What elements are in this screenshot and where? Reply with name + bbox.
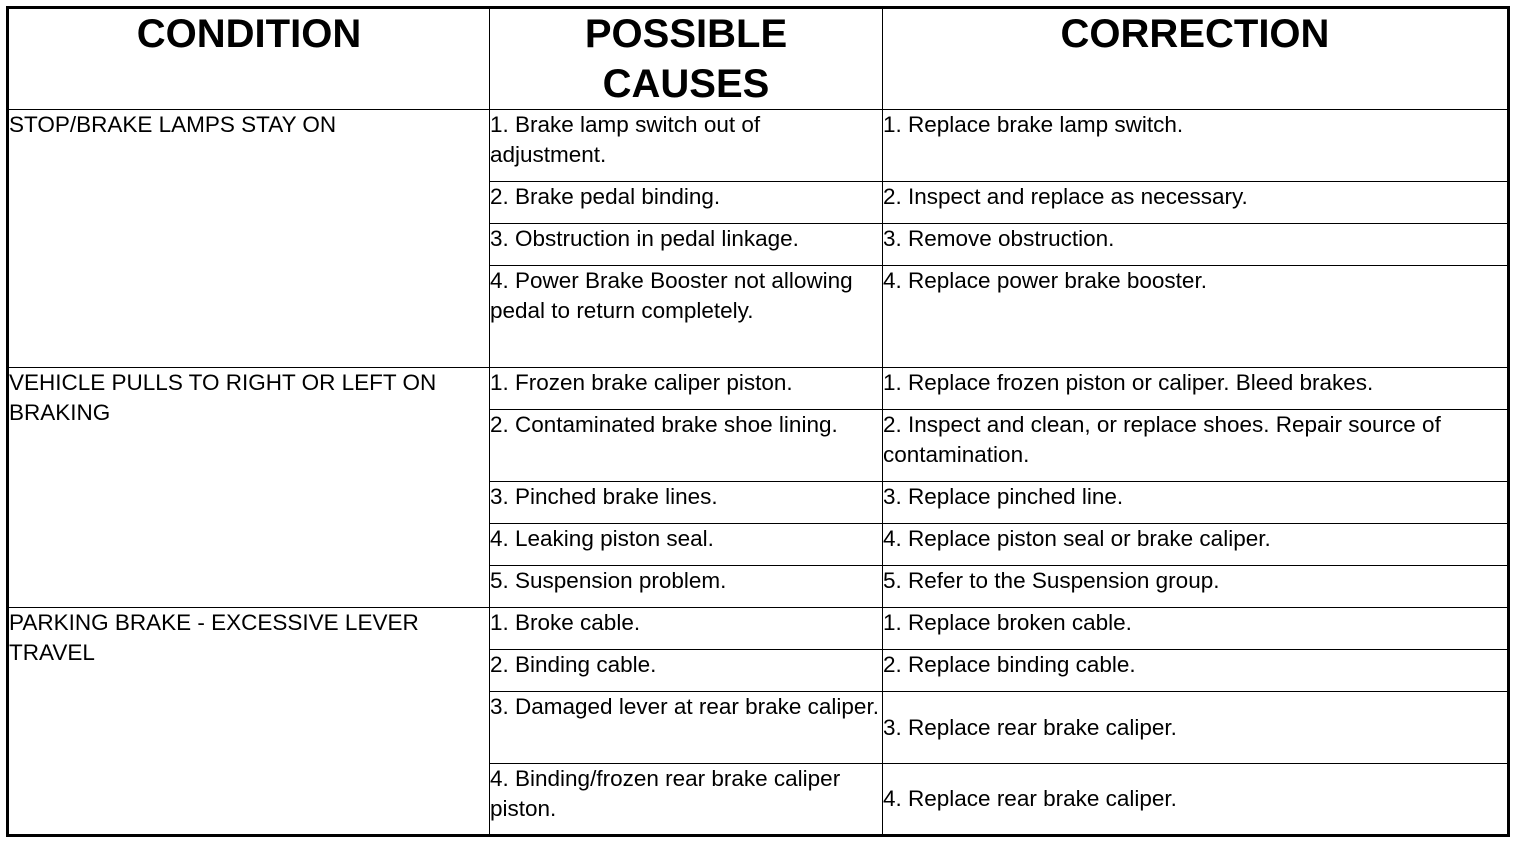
table-row [8, 608, 1509, 650]
cause-cell [490, 410, 883, 482]
cause-text: 5. Suspension problem. [490, 568, 727, 593]
header-correction [883, 8, 1509, 110]
cause-cell [490, 110, 883, 182]
correction-cell [883, 764, 1509, 836]
cause-text: 4. Power Brake Booster not allowing pedal to return completely. [490, 268, 853, 323]
correction-cell [883, 410, 1509, 482]
cause-cell [490, 764, 883, 836]
cause-cell [490, 368, 883, 410]
cause-cell [490, 266, 883, 368]
table-row [8, 110, 1509, 182]
correction-text: 2. Replace binding cable. [883, 652, 1136, 677]
correction-text: 3. Replace rear brake caliper. [883, 714, 1177, 740]
correction-cell [883, 482, 1509, 524]
correction-text: 2. Inspect and clean, or replace shoes. Repair source of contamination. [883, 412, 1441, 467]
cause-text: 4. Binding/frozen rear brake caliper piston. [490, 766, 841, 821]
cause-text: 3. Pinched brake lines. [490, 484, 718, 509]
cause-cell [490, 224, 883, 266]
correction-text: 2. Inspect and replace as necessary. [883, 184, 1248, 209]
correction-cell [883, 608, 1509, 650]
correction-text: 1. Replace brake lamp switch. [883, 112, 1184, 137]
correction-text: 1. Replace frozen piston or caliper. Bleed brakes. [883, 370, 1374, 395]
condition-text: VEHICLE PULLS TO RIGHT OR LEFT ON BRAKING [9, 370, 437, 425]
cause-text: 4. Leaking piston seal. [490, 526, 714, 551]
cause-cell [490, 608, 883, 650]
header-causes-line2: CAUSES [602, 62, 770, 106]
header-condition [8, 8, 490, 110]
condition-cell [8, 368, 490, 608]
cause-text: 3. Damaged lever at rear brake caliper. [490, 694, 879, 719]
cause-text: 2. Binding cable. [490, 652, 657, 677]
cause-text: 2. Contaminated brake shoe lining. [490, 412, 838, 437]
cause-text: 1. Frozen brake caliper piston. [490, 370, 793, 395]
cause-text: 3. Obstruction in pedal linkage. [490, 226, 799, 251]
cause-cell [490, 650, 883, 692]
header-possible-causes [490, 8, 883, 110]
correction-cell [883, 692, 1509, 764]
correction-text: 4. Replace piston seal or brake caliper. [883, 526, 1271, 551]
cause-cell [490, 566, 883, 608]
header-correction-label: CORRECTION [1060, 12, 1330, 56]
cause-text: 1. Broke cable. [490, 610, 641, 635]
correction-text: 1. Replace broken cable. [883, 610, 1132, 635]
diagnosis-table [6, 6, 1510, 837]
cause-cell [490, 692, 883, 764]
condition-text: PARKING BRAKE - EXCESSIVE LEVER TRAVEL [9, 610, 419, 665]
header-condition-label: CONDITION [136, 12, 362, 56]
correction-text: 3. Remove obstruction. [883, 226, 1115, 251]
correction-cell [883, 110, 1509, 182]
correction-cell [883, 524, 1509, 566]
cause-cell [490, 182, 883, 224]
cause-text: 2. Brake pedal binding. [490, 184, 721, 209]
correction-text: 4. Replace rear brake caliper. [883, 786, 1177, 811]
correction-text: 5. Refer to the Suspension group. [883, 568, 1220, 593]
table-row [8, 368, 1509, 410]
correction-cell [883, 266, 1509, 368]
correction-text: 3. Replace pinched line. [883, 484, 1124, 509]
cause-cell [490, 524, 883, 566]
correction-cell [883, 224, 1509, 266]
correction-text: 4. Replace power brake booster. [883, 268, 1207, 293]
condition-cell [8, 608, 490, 836]
condition-text: STOP/BRAKE LAMPS STAY ON [9, 112, 337, 137]
header-causes-line1: POSSIBLE [584, 12, 788, 56]
condition-cell [8, 110, 490, 368]
correction-cell [883, 368, 1509, 410]
correction-cell [883, 566, 1509, 608]
correction-cell [883, 650, 1509, 692]
header-row [8, 8, 1509, 110]
cause-cell [490, 482, 883, 524]
cause-text: 1. Brake lamp switch out of adjustment. [490, 112, 761, 167]
correction-cell [883, 182, 1509, 224]
